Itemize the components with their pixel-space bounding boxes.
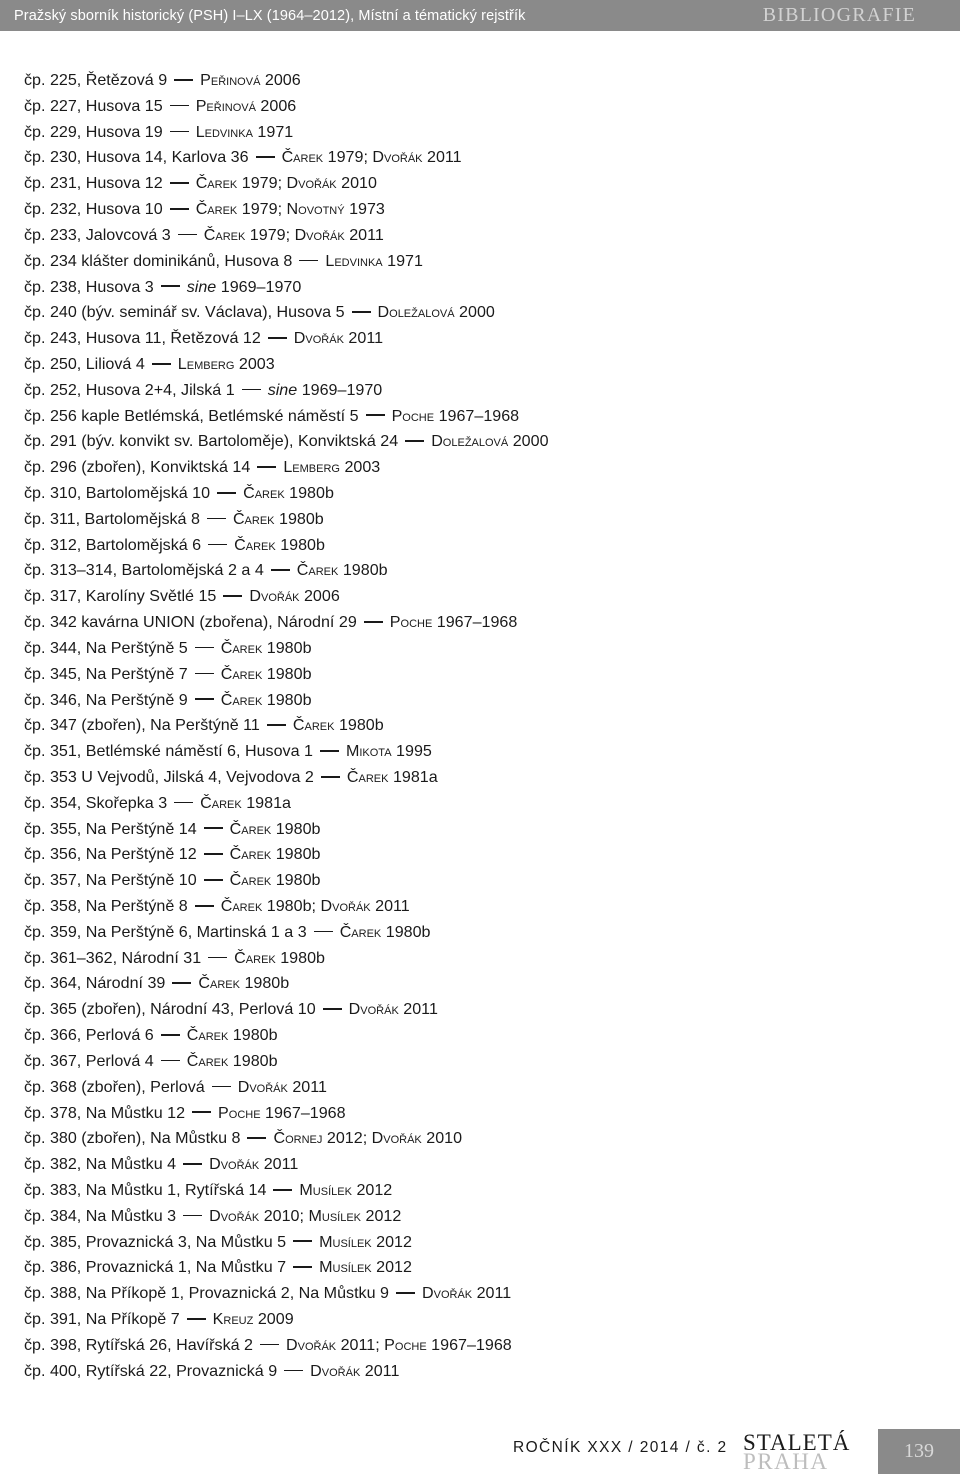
entry-location: čp. 256 kaple Betlémská, Betlémské náměstí 5 [24,406,359,425]
entry-author: Novotný [286,200,345,219]
em-dash-separator [212,1086,231,1088]
entry-author: Čarek [243,484,285,502]
em-dash-separator [183,1163,202,1165]
ref-separator: ; [277,200,287,219]
entry-author: Ledvinka [325,251,383,270]
index-entry [24,1023,549,1049]
entry-location: čp. 310, Bartolomějská 10 [24,484,211,502]
entry-author: Poche [218,1103,261,1122]
entry-year: 2011 [427,148,462,167]
entry-author: Poche [384,1335,427,1354]
em-dash-separator [174,79,193,81]
em-dash-separator [183,1215,202,1217]
index-entry [24,378,549,404]
entry-year: 1971 [387,251,423,270]
index-entry [24,1126,549,1152]
ref-separator: ; [362,1129,372,1148]
em-dash-separator [364,621,383,623]
index-entry [24,584,549,610]
entry-author: Lemberg [283,458,340,477]
em-dash-separator [314,931,333,933]
entry-year: 2011 [263,1155,299,1174]
entry-year: 2012 [376,1258,412,1277]
entry-location: čp. 317, Karolíny Světlé 15 [24,587,217,606]
index-entry [24,1178,549,1204]
em-dash-separator [195,905,214,907]
em-dash-separator [204,879,223,881]
entry-location: čp. 367, Perlová 4 [24,1051,154,1070]
entry-year: 1980b [280,948,325,967]
entry-year: 1979 [241,200,278,219]
entry-year: 1979 [241,174,278,193]
ref-separator: ; [375,1335,385,1354]
entry-location: čp. 364, Národní 39 [24,974,166,993]
em-dash-separator [170,208,189,210]
index-entry [24,739,549,765]
em-dash-separator [256,156,275,158]
entry-location: čp. 385, Provaznická 3, Na Můstku 5 [24,1232,287,1251]
index-entry [24,636,549,662]
em-dash-separator [204,827,223,829]
em-dash-separator [323,1008,342,1010]
footer-volume: ROČNÍK XXX / 2014 / č. 2 [513,1439,728,1456]
entry-year: 2011 [340,1335,376,1354]
entry-location: čp. 391, Na Příkopě 7 [24,1310,180,1328]
entry-author: Dvořák [249,587,300,606]
entry-author: Dvořák [286,174,337,193]
entry-year: 1980b [385,922,431,941]
entry-year: 1980b [266,690,312,709]
index-entry [24,894,549,920]
entry-year: 1967–1968 [431,1335,512,1354]
entry-location: čp. 388, Na Příkopě 1, Provaznická 2, Na Můstku 9 [24,1284,389,1303]
index-entry [24,94,549,120]
ref-separator: ; [285,225,295,244]
entry-location: čp. 252, Husova 2+4, Jilská 1 [24,380,235,399]
entry-author: Dvořák [310,1361,361,1380]
entry-author: Doležalová [431,432,509,451]
entry-year: 1980b [280,535,325,554]
em-dash-separator [195,698,214,700]
index-entry [24,300,549,326]
entry-author: Poche [391,406,435,425]
entry-author: Čarek [220,897,263,915]
entry-author: Dvořák [285,1335,337,1354]
entry-author: Čarek [281,148,324,167]
entry-year: 1969–1970 [301,380,383,399]
entry-location: čp. 355, Na Perštýně 14 [24,819,197,838]
ref-separator: ; [311,897,321,915]
entry-author: Dvořák [294,225,345,244]
index-entry [24,791,549,817]
entry-location: čp. 366, Perlová 6 [24,1026,154,1045]
entry-location: čp. 230, Husova 14, Karlova 36 [24,148,249,167]
entry-location: čp. 347 (zbořen), Na Perštýně 11 [24,716,260,735]
entry-author: Čarek [186,1026,229,1045]
em-dash-separator [172,982,191,984]
entry-year: 1980b [338,716,384,735]
entry-year: 2012 [365,1206,402,1225]
index-entry [24,68,549,94]
entry-year: 1995 [396,742,432,761]
em-dash-separator [195,673,214,675]
entry-year: 1980b [275,819,321,838]
entry-location: čp. 250, Liliová 4 [24,354,145,373]
em-dash-separator [293,1266,312,1268]
index-entry [24,1152,549,1178]
entry-author: Čarek [186,1051,229,1070]
entry-author: Čornej [273,1129,323,1148]
em-dash-separator [405,440,424,442]
index-entry [24,455,549,481]
em-dash-separator [299,260,318,262]
entry-author: Peřinová [200,71,261,89]
entry-location: čp. 398, Rytířská 26, Havířská 2 [24,1335,253,1354]
index-entry [24,1204,549,1230]
entry-location: čp. 359, Na Perštýně 6, Martinská 1 a 3 [24,922,307,941]
entry-year: 1980b [289,484,334,502]
entry-location: čp. 313–314, Bartolomějská 2 a 4 [24,561,264,580]
entry-year: 2012 [326,1129,363,1148]
entry-year: 1980b [279,509,324,528]
index-entry [24,558,549,584]
entry-location: čp. 296 (zbořen), Konviktská 14 [24,458,251,477]
index-entries-list [24,68,549,1384]
index-entry [24,817,549,843]
entry-location: čp. 400, Rytířská 22, Provaznická 9 [24,1361,278,1380]
entry-author: Dvořák [209,1206,260,1225]
entry-author: Čarek [339,922,382,941]
index-entry [24,223,549,249]
entry-author: Lemberg [177,354,235,373]
em-dash-separator [352,311,371,313]
em-dash-separator [396,1292,415,1294]
em-dash-separator [257,466,276,468]
em-dash-separator [161,1034,180,1036]
em-dash-separator [161,285,180,287]
entry-location: čp. 232, Husova 10 [24,200,163,219]
em-dash-separator [192,1111,211,1113]
entry-location: čp. 365 (zbořen), Národní 43, Perlová 10 [24,1000,316,1019]
em-dash-separator [207,518,226,520]
entry-year: 2006 [303,587,340,606]
entry-author: Dvořák [421,1284,473,1303]
em-dash-separator [247,1137,266,1139]
entry-author: Čarek [229,845,272,864]
entry-year: 1980b [342,561,388,580]
em-dash-separator [320,750,339,752]
entry-author: Kreuz [212,1310,254,1328]
entry-year: 2000 [459,303,495,322]
index-entry [24,507,549,533]
entry-year: 1980b [266,638,312,657]
index-entry [24,249,549,275]
em-dash-separator [178,234,197,236]
em-dash-separator [271,569,290,571]
entry-sine: sine [186,277,217,296]
entry-year: 2000 [512,432,549,451]
entry-location: čp. 357, Na Perštýně 10 [24,871,197,890]
entry-year: 2006 [264,71,301,89]
em-dash-separator [217,492,236,494]
entry-location: čp. 240 (býv. seminář sv. Václava), Husova 5 [24,303,345,322]
entry-location: čp. 312, Bartolomějská 6 [24,535,202,554]
em-dash-separator [161,1060,180,1062]
entry-year: 2011 [476,1284,512,1303]
entry-author: Čarek [220,638,263,657]
entry-location: čp. 378, Na Můstku 12 [24,1103,186,1122]
entry-author: Čarek [296,561,339,580]
em-dash-separator [174,802,193,804]
em-dash-separator [208,957,227,959]
entry-year: 2010 [263,1206,300,1225]
em-dash-separator [187,1318,206,1320]
entry-year: 2011 [348,329,384,348]
entry-location: čp. 383, Na Můstku 1, Rytířská 14 [24,1180,267,1199]
em-dash-separator [170,182,189,184]
ref-separator: ; [363,148,373,167]
index-entry [24,1049,549,1075]
em-dash-separator [267,724,286,726]
entry-year: 1971 [257,122,294,141]
index-entry [24,971,549,997]
entry-author: Čarek [220,664,263,683]
entry-year: 1980b [232,1051,278,1070]
index-entry [24,145,549,171]
index-entry [24,533,549,559]
entry-location: čp. 234 klášter dominikánů, Husova 8 [24,251,293,270]
header-section: BIBLIOGRAFIE [762,4,916,26]
entry-location: čp. 346, Na Perštýně 9 [24,690,188,709]
entry-year: 1981a [392,767,438,786]
index-entry [24,946,549,972]
index-entry [24,1333,549,1359]
entry-year: 2003 [344,458,381,477]
entry-location: čp. 351, Betlémské náměstí 6, Husova 1 [24,742,313,761]
entry-location: čp. 361–362, Národní 31 [24,948,202,967]
entry-year: 2011 [403,1000,438,1019]
entry-author: Peřinová [195,96,256,115]
entry-year: 2012 [376,1232,412,1251]
entry-location: čp. 344, Na Perštýně 5 [24,638,188,657]
entry-year: 1980b [266,897,312,915]
entry-author: Čarek [234,535,276,554]
entry-location: čp. 233, Jalovcová 3 [24,225,171,244]
index-entry [24,1281,549,1307]
entry-location: čp. 386, Provaznická 1, Na Můstku 7 [24,1258,287,1277]
entry-year: 1981a [246,793,291,812]
em-dash-separator [293,1240,312,1242]
em-dash-separator [208,544,227,546]
entry-author: Dvořák [348,1000,399,1019]
em-dash-separator [152,363,171,365]
em-dash-separator [204,853,223,855]
entry-year: 1979 [327,148,364,167]
entry-location: čp. 368 (zbořen), Perlová [24,1077,205,1096]
entry-location: čp. 354, Skořepka 3 [24,793,168,812]
entry-year: 2011 [292,1077,327,1096]
page-header [0,0,960,31]
entry-location: čp. 358, Na Perštýně 8 [24,897,188,915]
entry-author: Mikota [345,742,392,761]
entry-location: čp. 345, Na Perštýně 7 [24,664,188,683]
entry-year: 2011 [349,225,384,244]
entry-author: Dvořák [237,1077,288,1096]
entry-author: Dvořák [320,897,371,915]
page-number-box [878,1429,960,1474]
logo-top-text: STALETÁ [743,1430,851,1455]
entry-author: Musílek [319,1258,372,1277]
em-dash-separator [223,595,242,597]
entry-location: čp. 225, Řetězová 9 [24,71,168,89]
index-entry [24,404,549,430]
entry-year: 2009 [257,1310,294,1328]
entry-author: Dvořák [293,329,344,348]
entry-location: čp. 231, Husova 12 [24,174,163,193]
entry-year: 2010 [341,174,377,193]
entry-author: Čarek [203,225,246,244]
entry-location: čp. 238, Husova 3 [24,277,154,296]
entry-location: čp. 291 (býv. konvikt sv. Bartoloměje), Konviktská 24 [24,432,399,451]
index-entry [24,275,549,301]
em-dash-separator [284,1370,303,1372]
index-entry [24,120,549,146]
entry-year: 1979 [249,225,286,244]
entry-location: čp. 342 kavárna UNION (zbořena), Národní 29 [24,613,357,632]
entry-year: 1973 [349,200,385,219]
index-entry [24,171,549,197]
em-dash-separator [273,1189,292,1191]
em-dash-separator [170,131,189,133]
em-dash-separator [268,337,287,339]
index-entry [24,481,549,507]
entry-author: Dvořák [371,1129,422,1148]
entry-year: 1967–1968 [265,1103,346,1122]
logo-bottom-text: PRAHA [743,1449,829,1474]
index-entry [24,765,549,791]
entry-author: Čarek [195,200,238,219]
em-dash-separator [195,647,214,649]
index-entry [24,1101,549,1127]
entry-year: 1980b [275,845,321,864]
entry-author: Ledvinka [195,122,253,141]
em-dash-separator [321,776,340,778]
index-entry [24,842,549,868]
entry-author: Čarek [198,974,240,993]
entry-year: 2003 [238,354,275,373]
entry-location: čp. 229, Husova 19 [24,122,163,141]
entry-author: Čarek [234,948,276,967]
em-dash-separator [170,105,189,107]
index-entry [24,688,549,714]
entry-author: Čarek [232,509,275,528]
entry-author: Doležalová [377,303,455,322]
em-dash-separator [366,414,385,416]
entry-year: 1969–1970 [220,277,302,296]
entry-author: Poche [389,613,433,632]
index-entry [24,352,549,378]
entry-location: čp. 311, Bartolomějská 8 [24,509,200,528]
entry-author: Čarek [292,716,335,735]
entry-location: čp. 243, Husova 11, Řetězová 12 [24,329,261,348]
entry-sine: sine [267,380,298,399]
index-entry [24,429,549,455]
index-entry [24,610,549,636]
index-entry [24,197,549,223]
index-entry [24,920,549,946]
entry-location: čp. 380 (zbořen), Na Můstku 8 [24,1129,241,1148]
index-entry [24,1255,549,1281]
entry-location: čp. 382, Na Můstku 4 [24,1155,177,1174]
index-entry [24,1230,549,1256]
index-entry [24,1075,549,1101]
entry-year: 2012 [356,1180,393,1199]
entry-author: Dvořák [209,1155,260,1174]
entry-location: čp. 227, Husova 15 [24,96,163,115]
entry-year: 1967–1968 [438,406,520,425]
index-entry [24,326,549,352]
em-dash-separator [260,1344,279,1346]
entry-author: Musílek [319,1232,372,1251]
entry-author: Čarek [220,690,263,709]
em-dash-separator [242,389,261,391]
index-entry [24,997,549,1023]
entry-author: Dvořák [372,148,423,167]
index-entry [24,1359,549,1385]
header-title: Pražský sborník historický (PSH) I–LX (1964–2012), Místní a tématický rejstřík [14,7,526,24]
index-entry [24,713,549,739]
entry-author: Čarek [200,793,242,812]
entry-year: 1967–1968 [436,613,518,632]
index-entry [24,1307,549,1333]
entry-author: Čarek [195,174,238,193]
entry-year: 1980b [266,664,312,683]
index-entry [24,662,549,688]
page-number: 139 [904,1440,934,1462]
entry-year: 2006 [260,96,297,115]
entry-author: Musílek [299,1180,352,1199]
entry-location: čp. 384, Na Můstku 3 [24,1206,177,1225]
entry-location: čp. 353 U Vejvodů, Jilská 4, Vejvodova 2 [24,767,314,786]
entry-author: Čarek [229,819,272,838]
entry-year: 2010 [426,1129,463,1148]
entry-year: 2011 [364,1361,400,1380]
entry-author: Musílek [308,1206,362,1225]
entry-author: Čarek [346,767,389,786]
entry-year: 1980b [232,1026,278,1045]
entry-year: 1980b [244,974,290,993]
staleta-praha-logo [743,1430,869,1474]
ref-separator: ; [277,174,287,193]
entry-year: 1980b [275,871,321,890]
entry-location: čp. 356, Na Perštýně 12 [24,845,197,864]
entry-author: Čarek [229,871,272,890]
ref-separator: ; [299,1206,309,1225]
entry-year: 2011 [375,897,410,915]
index-entry [24,868,549,894]
